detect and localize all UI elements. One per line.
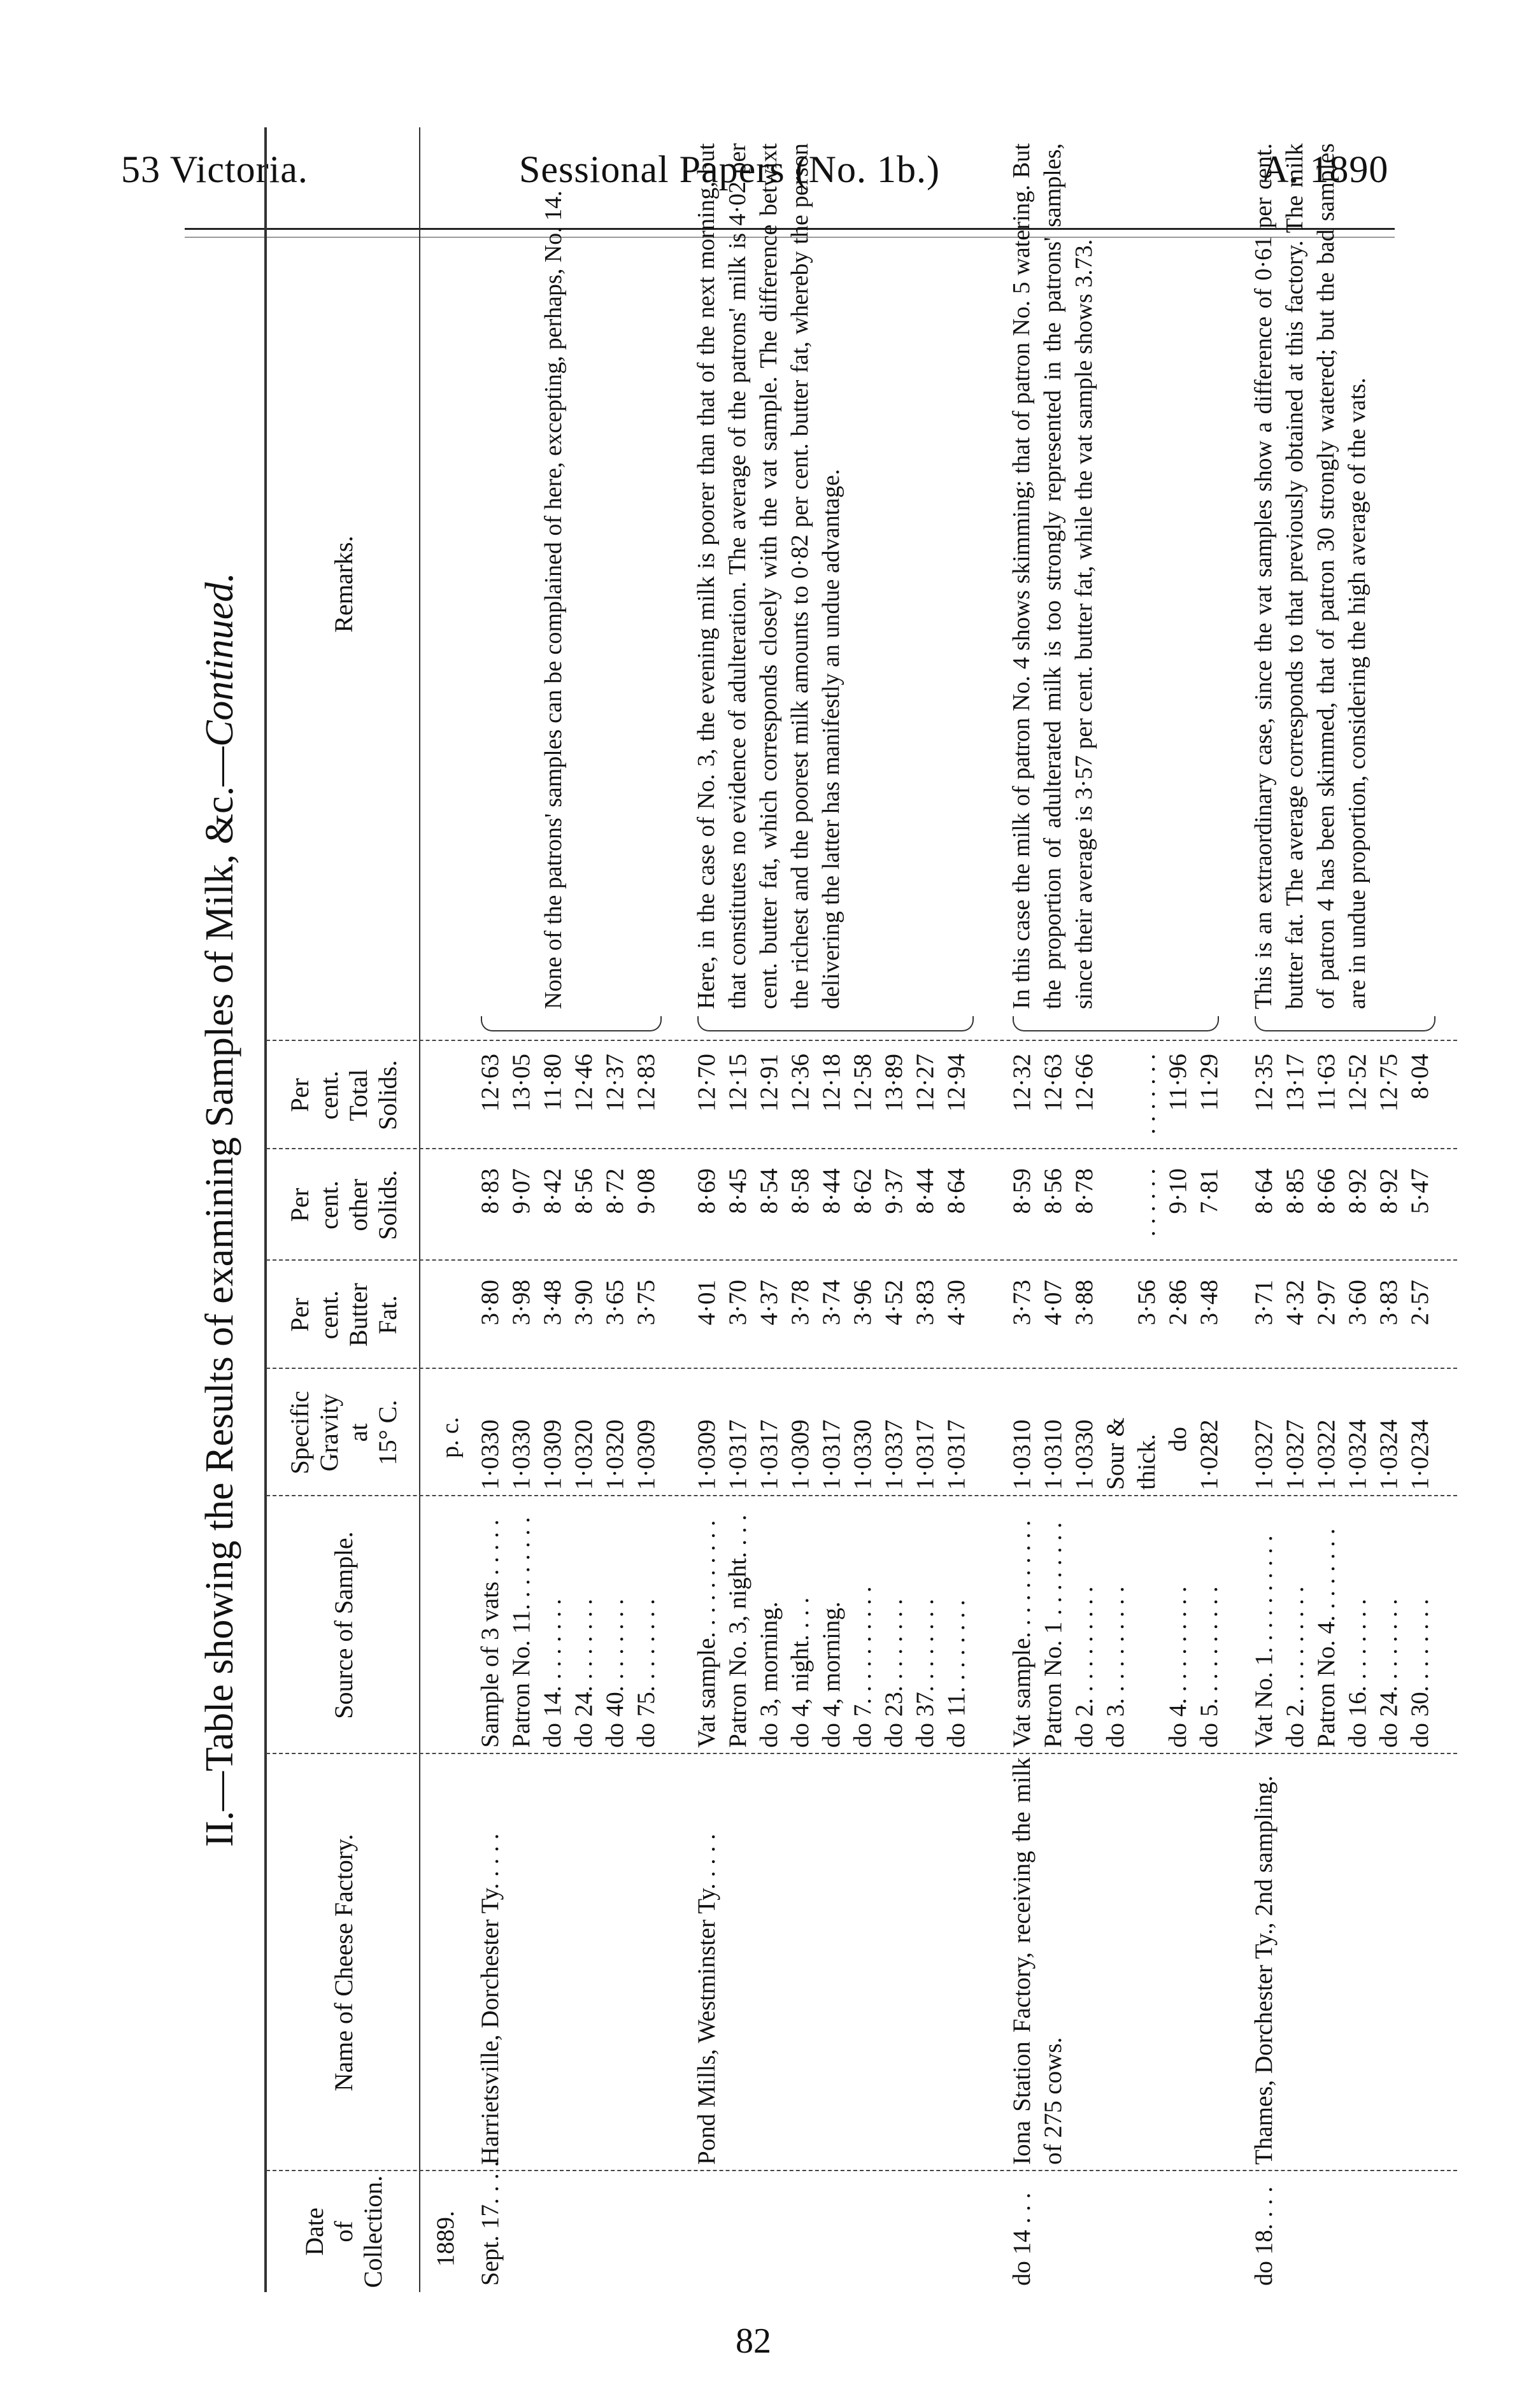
- col-sep: [266, 2170, 1457, 2171]
- gravity-list: 1·0330 1·0330 1·0309 1·0320 1·0320 1·0309: [476, 1419, 660, 1490]
- colhead-gravity: Specific Gravity at 15° C.: [285, 1391, 402, 1475]
- remarks-brace: [481, 1016, 662, 1031]
- col-sep: [266, 1148, 1457, 1149]
- factory-cell: Pond Mills, Westminster Ty. . . . .: [693, 1834, 720, 2165]
- col-sep: [266, 1368, 1457, 1369]
- remarks-brace: [1013, 1016, 1219, 1031]
- remarks-text: This is an extraordinary case, since the vat samples show a difference of 0·61 per cent. butter fat. The average corresponds to that previously obtained at this factory. The milk of patron 4 has been skimmed, that of patron 30 strongly watered; but the bad samples are in undue proportion, considering the high average of the vats.: [1250, 143, 1371, 1009]
- gravity-list: 1·0327 1·0327 1·0322 1·0324 1·0324 1·0234: [1250, 1419, 1434, 1490]
- rotated-table: [185, 127, 1458, 2292]
- header-year: A. 1890: [1261, 148, 1389, 190]
- source-list: Vat sample. . . . . . . . . . Patron No. 1 . . . . . . . . do 2. . . . . . . . . . do 3. . . . . . . . . . do 4. . . . . . . . . . do 5. . . . . . . . . .: [1008, 1520, 1223, 1748]
- date-cell: Sept. 17. . . .: [476, 2160, 504, 2286]
- total-list: 12·63 13·05 11·80 12·46 12·37 12·83: [476, 1054, 660, 1112]
- total-list: 12·35 13·17 11·63 12·52 12·75 8·04: [1250, 1054, 1434, 1112]
- remarks-brace: [697, 1016, 974, 1031]
- col-sep: [266, 1040, 1457, 1041]
- table-top-rule: [264, 127, 267, 2292]
- factory-cell: Harrietsville, Dorchester Ty. . . . .: [476, 1833, 504, 2165]
- butter-list: 3·71 4·32 2·97 3·60 3·83 2·57: [1250, 1280, 1434, 1326]
- other-list: 8·64 8·85 8·66 8·92 8·92 5·47: [1250, 1168, 1434, 1214]
- butter-list: 3·73 4·07 3·88 3·56 2·86 3·48: [1008, 1280, 1223, 1326]
- factory-cell: Thames, Dorchester Ty., 2nd sampling.: [1250, 1775, 1278, 2165]
- page-number: 82: [736, 2321, 771, 2361]
- header-title: Sessional Papers (No. 1b.): [519, 148, 940, 190]
- colhead-butter: Per cent. Butter Fat.: [285, 1283, 402, 1347]
- table-title-continued: Continued.: [198, 572, 241, 747]
- colhead-total: Per cent. Total Solids.: [285, 1059, 402, 1131]
- gravity-list: 1·0309 1·0317 1·0317 1·0309 1·0317 1·0330 1·0337 1·0317 1·0317: [693, 1419, 970, 1490]
- date-cell: do 18. . . .: [1250, 2186, 1278, 2286]
- header-bottom-rule: [419, 127, 420, 2292]
- other-list: 8·59 8·56 8·78 . . . . . . 9·10 7·81: [1008, 1168, 1223, 1237]
- remarks-text: In this case the milk of patron No. 4 shows skimming; that of patron No. 5 watering. But the proportion of adulterated milk is too strongly represented in the patrons' samples, since their average is 3·57 per cent. butter fat, while the vat sample shows 3.73.: [1008, 143, 1097, 1009]
- date-cell: do 14 . . .: [1008, 2192, 1036, 2286]
- other-list: 8·83 9·07 8·42 8·56 8·72 9·08: [476, 1168, 660, 1214]
- colhead-date: Date of Collection.: [300, 2175, 387, 2288]
- table-title: [185, 127, 255, 2292]
- source-list: Sample of 3 vats . . . . . Patron No. 11. . . . . . . . do 14. . . . . . . . do 24. . . . . . . . do 40. . . . . . . . do 75. . . . . . . .: [476, 1517, 660, 1748]
- colhead-other: Per cent. other Solids.: [285, 1170, 402, 1240]
- colhead-remarks: Remarks.: [329, 535, 358, 633]
- col-sep: [266, 1495, 1457, 1496]
- colhead-source: Source of Sample.: [329, 1531, 358, 1719]
- total-list: 12·32 12·63 12·66 . . . . . . . 11·96 11·29: [1008, 1054, 1223, 1135]
- colhead-factory: Name of Cheese Factory.: [329, 1834, 358, 2092]
- factory-cell: Iona Station Factory, receiving the milk of 275 cows.: [1008, 1757, 1067, 2165]
- remarks-brace: [1255, 1016, 1435, 1031]
- source-list: Vat No. 1. . . . . . . . . . do 2. . . . . . . . . . Patron No. 4. . . . . . . . do 16. . . . . . . . do 24. . . . . . . . do 30. . . . . . . .: [1250, 1528, 1434, 1748]
- col-sep: [266, 1259, 1457, 1261]
- remarks-text: None of the patrons' samples can be complained of here, excepting, perhaps, No. 14.: [540, 190, 567, 1009]
- table-title-text: II.—Table showing the Results of examining Samples of Milk, &c.—: [198, 746, 241, 1847]
- col-sep: [266, 1753, 1457, 1754]
- gravity-list: 1·0310 1·0310 1·0330 Sour & thick. do 1·0282: [1008, 1417, 1223, 1490]
- year-label: 1889.: [432, 2211, 459, 2267]
- gravity-unit: p. c.: [437, 1417, 464, 1458]
- butter-list: 3·80 3·98 3·48 3·90 3·65 3·75: [476, 1280, 660, 1326]
- source-list: Vat sample. . . . . . . . . . Patron No. 3, night. . . . do 3, morning. do 4, night. . . . do 4, morning. do 7. . . . . . . . . . do 23. . . . . . . . do 37. . . . . . . . do 11. . . . . . . .: [693, 1514, 970, 1748]
- remarks-text: Here, in the case of No. 3, the evening milk is poorer than that of the next morning, but that constitutes no evidence of adulteration. The average of the patrons' milk is 4·02 per cent. butter fat, which corresponds closely with the vat sample. The difference betwixt the richest and the poorest milk amounts to 0·82 per cent. butter fat, whereby the person delivering the latter has manifestly an undue advantage.: [693, 143, 844, 1009]
- header-session: 53 Victoria.: [121, 148, 308, 190]
- other-list: 8·69 8·45 8·54 8·58 8·44 8·62 9·37 8·44 8·64: [693, 1168, 970, 1214]
- butter-list: 4·01 3·70 4·37 3·78 3·74 3·96 4·52 3·83 4·30: [693, 1280, 970, 1326]
- total-list: 12·70 12·15 12·91 12·36 12·18 12·58 13·89 12·27 12·94: [693, 1054, 970, 1112]
